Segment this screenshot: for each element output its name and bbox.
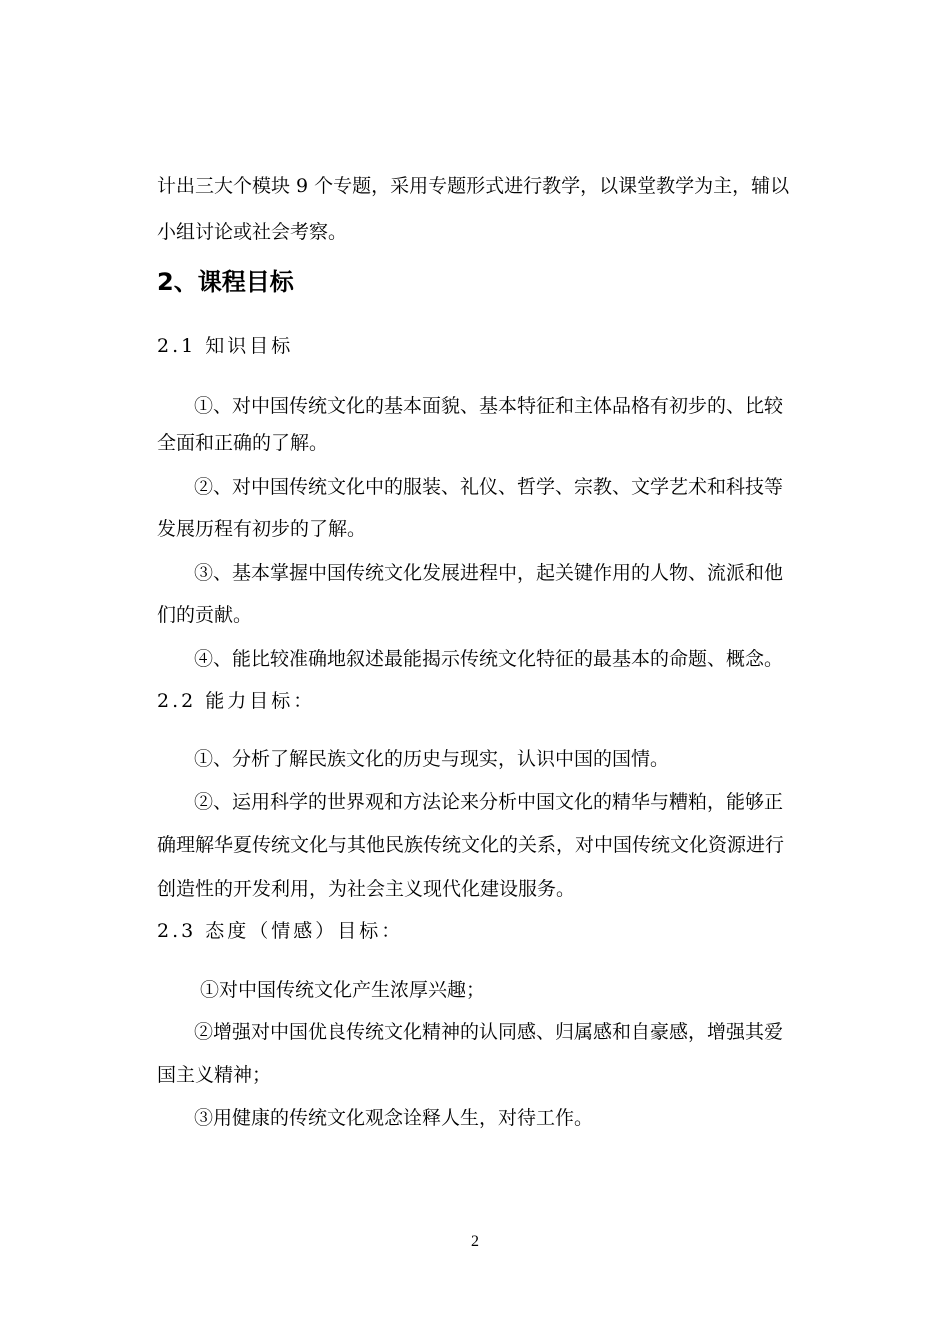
attitude-line-4: ③用健康的传统文化观念诠释人生，对待工作。 (194, 1107, 594, 1129)
knowledge-heading: 2.1 知识目标 (157, 335, 294, 357)
ability-line-4: 创造性的开发利用，为社会主义现代化建设服务。 (157, 878, 576, 900)
attitude-line-1: ①对中国传统文化产生浓厚兴趣； (200, 979, 486, 1001)
knowledge-line-3: ②、对中国传统文化中的服装、礼仪、哲学、宗教、文学艺术和科技等 (194, 476, 784, 498)
attitude-line-2: ②增强对中国优良传统文化精神的认同感、归属感和自豪感，增强其爱 (194, 1021, 784, 1043)
knowledge-line-7: ④、能比较准确地叙述最能揭示传统文化特征的最基本的命题、概念。 (194, 648, 784, 670)
ability-line-1: ①、分析了解民族文化的历史与现实，认识中国的国情。 (194, 748, 670, 770)
knowledge-line-2: 全面和正确的了解。 (157, 432, 329, 454)
knowledge-line-6: 们的贡献。 (157, 604, 253, 626)
intro-line-2: 小组讨论或社会考察。 (157, 221, 348, 243)
section-title: 2、课程目标 (157, 268, 294, 296)
attitude-heading: 2.3 态度（情感）目标： (157, 920, 404, 942)
knowledge-line-4: 发展历程有初步的了解。 (157, 518, 367, 540)
attitude-line-3: 国主义精神； (157, 1064, 272, 1086)
knowledge-line-1: ①、对中国传统文化的基本面貌、基本特征和主体品格有初步的、比较 (194, 395, 784, 417)
ability-line-2: ②、运用科学的世界观和方法论来分析中国文化的精华与糟粕，能够正 (194, 791, 784, 813)
intro-line-1: 计出三大个模块 9 个专题，采用专题形式进行教学，以课堂教学为主，辅以 (157, 175, 790, 197)
page-number: 2 (471, 1233, 479, 1250)
knowledge-line-5: ③、基本掌握中国传统文化发展进程中，起关键作用的人物、流派和他 (194, 562, 784, 584)
ability-line-3: 确理解华夏传统文化与其他民族传统文化的关系，对中国传统文化资源进行 (157, 834, 785, 856)
ability-heading: 2.2 能力目标： (157, 690, 316, 712)
